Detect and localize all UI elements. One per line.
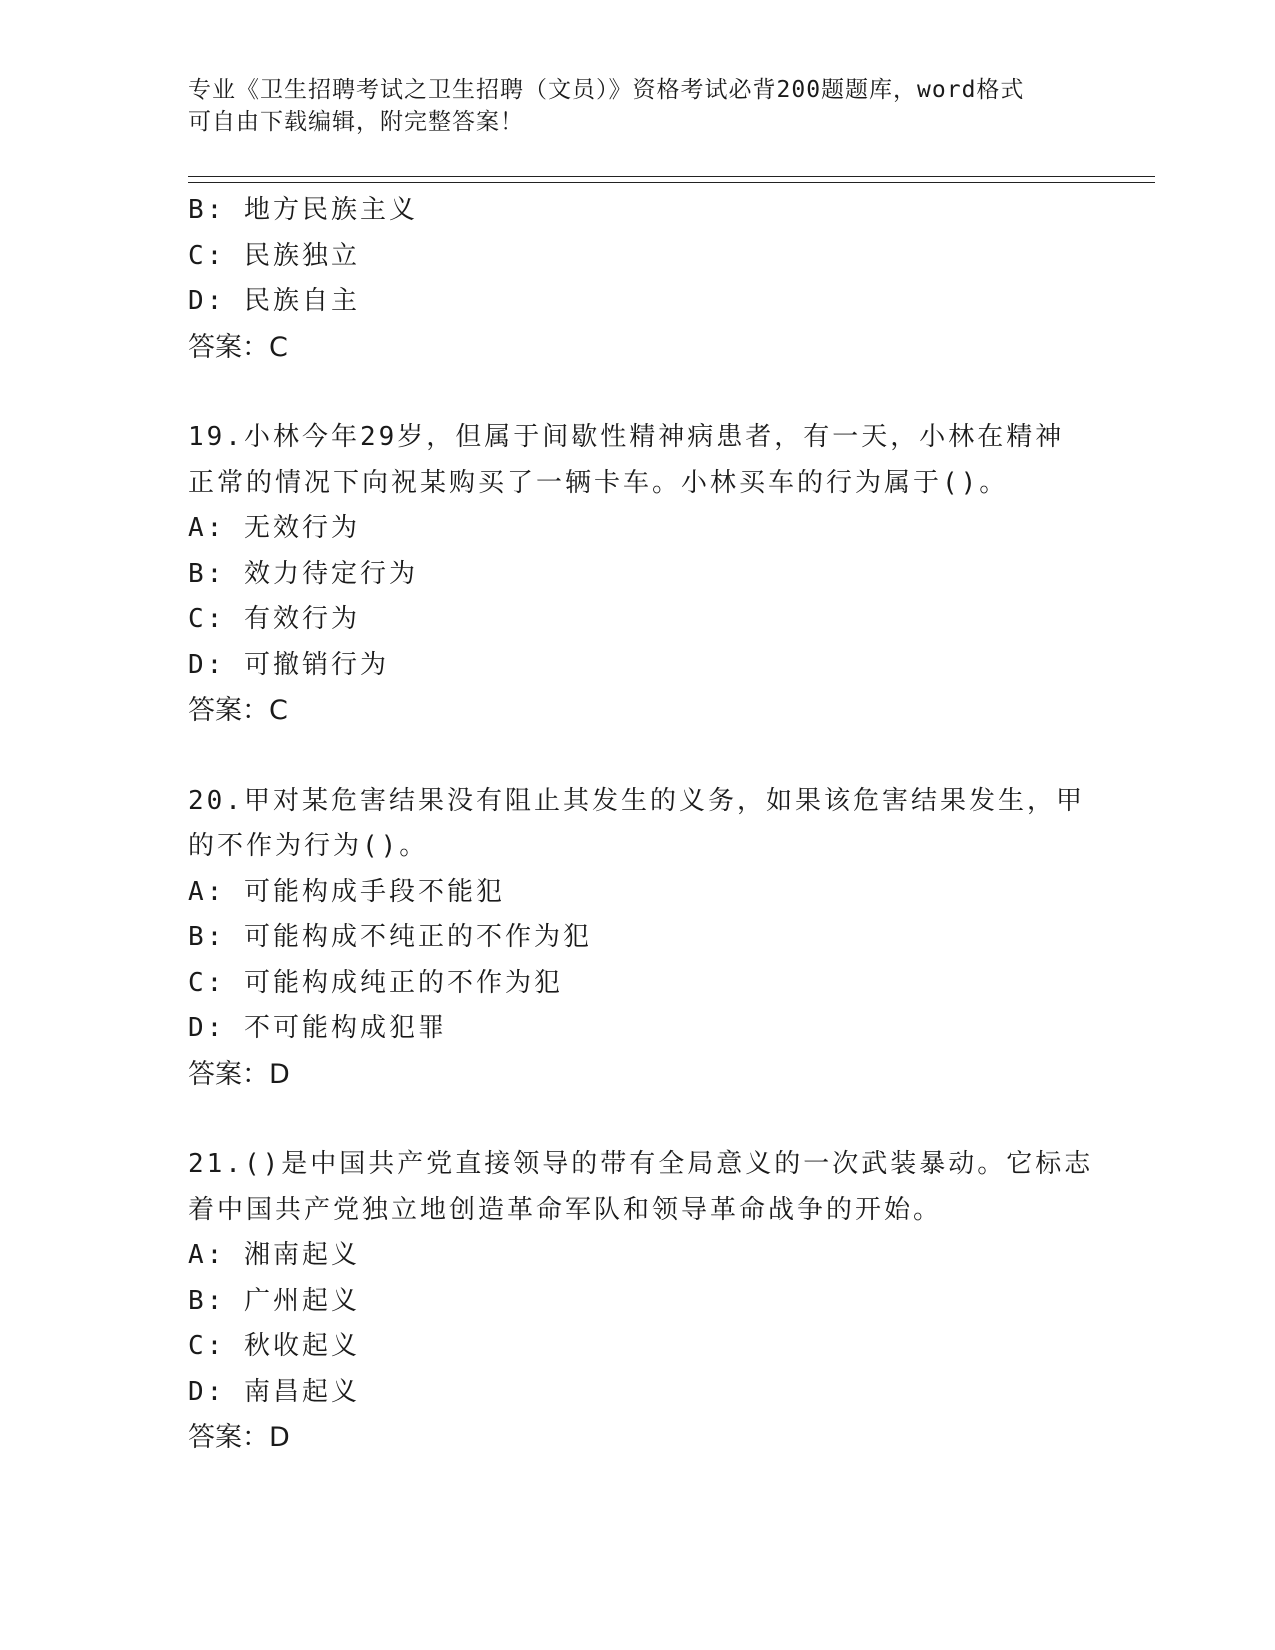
header-line-1: 专业《卫生招聘考试之卫生招聘（文员）》资格考试必背200题题库，word格式 <box>188 77 1025 103</box>
document-header <box>188 74 1068 138</box>
question-stem-line: 19.小林今年29岁，但属于间歇性精神病患者，有一天，小林在精神 <box>188 422 1065 452</box>
question-stem-line: 正常的情况下向祝某购买了一辆卡车。小林买车的行为属于()。 <box>188 467 1009 498</box>
header-divider-bottom <box>188 182 1155 183</box>
answer: 答案：C <box>188 695 288 726</box>
header-line-2: 可自由下载编辑，附完整答案！ <box>188 109 524 135</box>
option-b: B: 广州起义 <box>188 1285 360 1316</box>
question-stem-line: 21.()是中国共产党直接领导的带有全局意义的一次武装暴动。它标志 <box>188 1149 1094 1179</box>
option-a: A: 湘南起义 <box>188 1240 360 1270</box>
option-d: D: 可撤销行为 <box>188 649 389 680</box>
answer: 答案：C <box>188 331 288 363</box>
option-b: B: 地方民族主义 <box>188 195 418 225</box>
header-divider-top <box>188 176 1155 177</box>
question-21 <box>188 1142 1094 1461</box>
question-18 <box>188 188 1088 370</box>
option-a: A: 无效行为 <box>188 513 360 543</box>
option-d: D: 民族自主 <box>188 286 360 316</box>
question-stem-line: 的不作为行为()。 <box>188 831 429 861</box>
option-c: C: 有效行为 <box>188 604 360 634</box>
option-c: C: 可能构成纯正的不作为犯 <box>188 967 563 998</box>
option-d: D: 南昌起义 <box>188 1376 360 1407</box>
question-19 <box>188 415 1088 734</box>
answer: 答案：D <box>188 1058 290 1090</box>
question-20 <box>188 779 1088 1098</box>
option-c: C: 秋收起义 <box>188 1331 360 1361</box>
question-stem-line: 着中国共产党独立地创造革命军队和领导革命战争的开始。 <box>188 1194 943 1225</box>
option-c: C: 民族独立 <box>188 240 360 271</box>
option-a: A: 可能构成手段不能犯 <box>188 876 505 907</box>
option-b: B: 可能构成不纯正的不作为犯 <box>188 922 592 952</box>
question-stem-line: 20.甲对某危害结果没有阻止其发生的义务，如果该危害结果发生，甲 <box>188 785 1085 816</box>
option-b: B: 效力待定行为 <box>188 558 418 589</box>
answer: 答案：D <box>188 1422 290 1453</box>
option-d: D: 不可能构成犯罪 <box>188 1013 447 1043</box>
question-list <box>188 188 1094 1461</box>
